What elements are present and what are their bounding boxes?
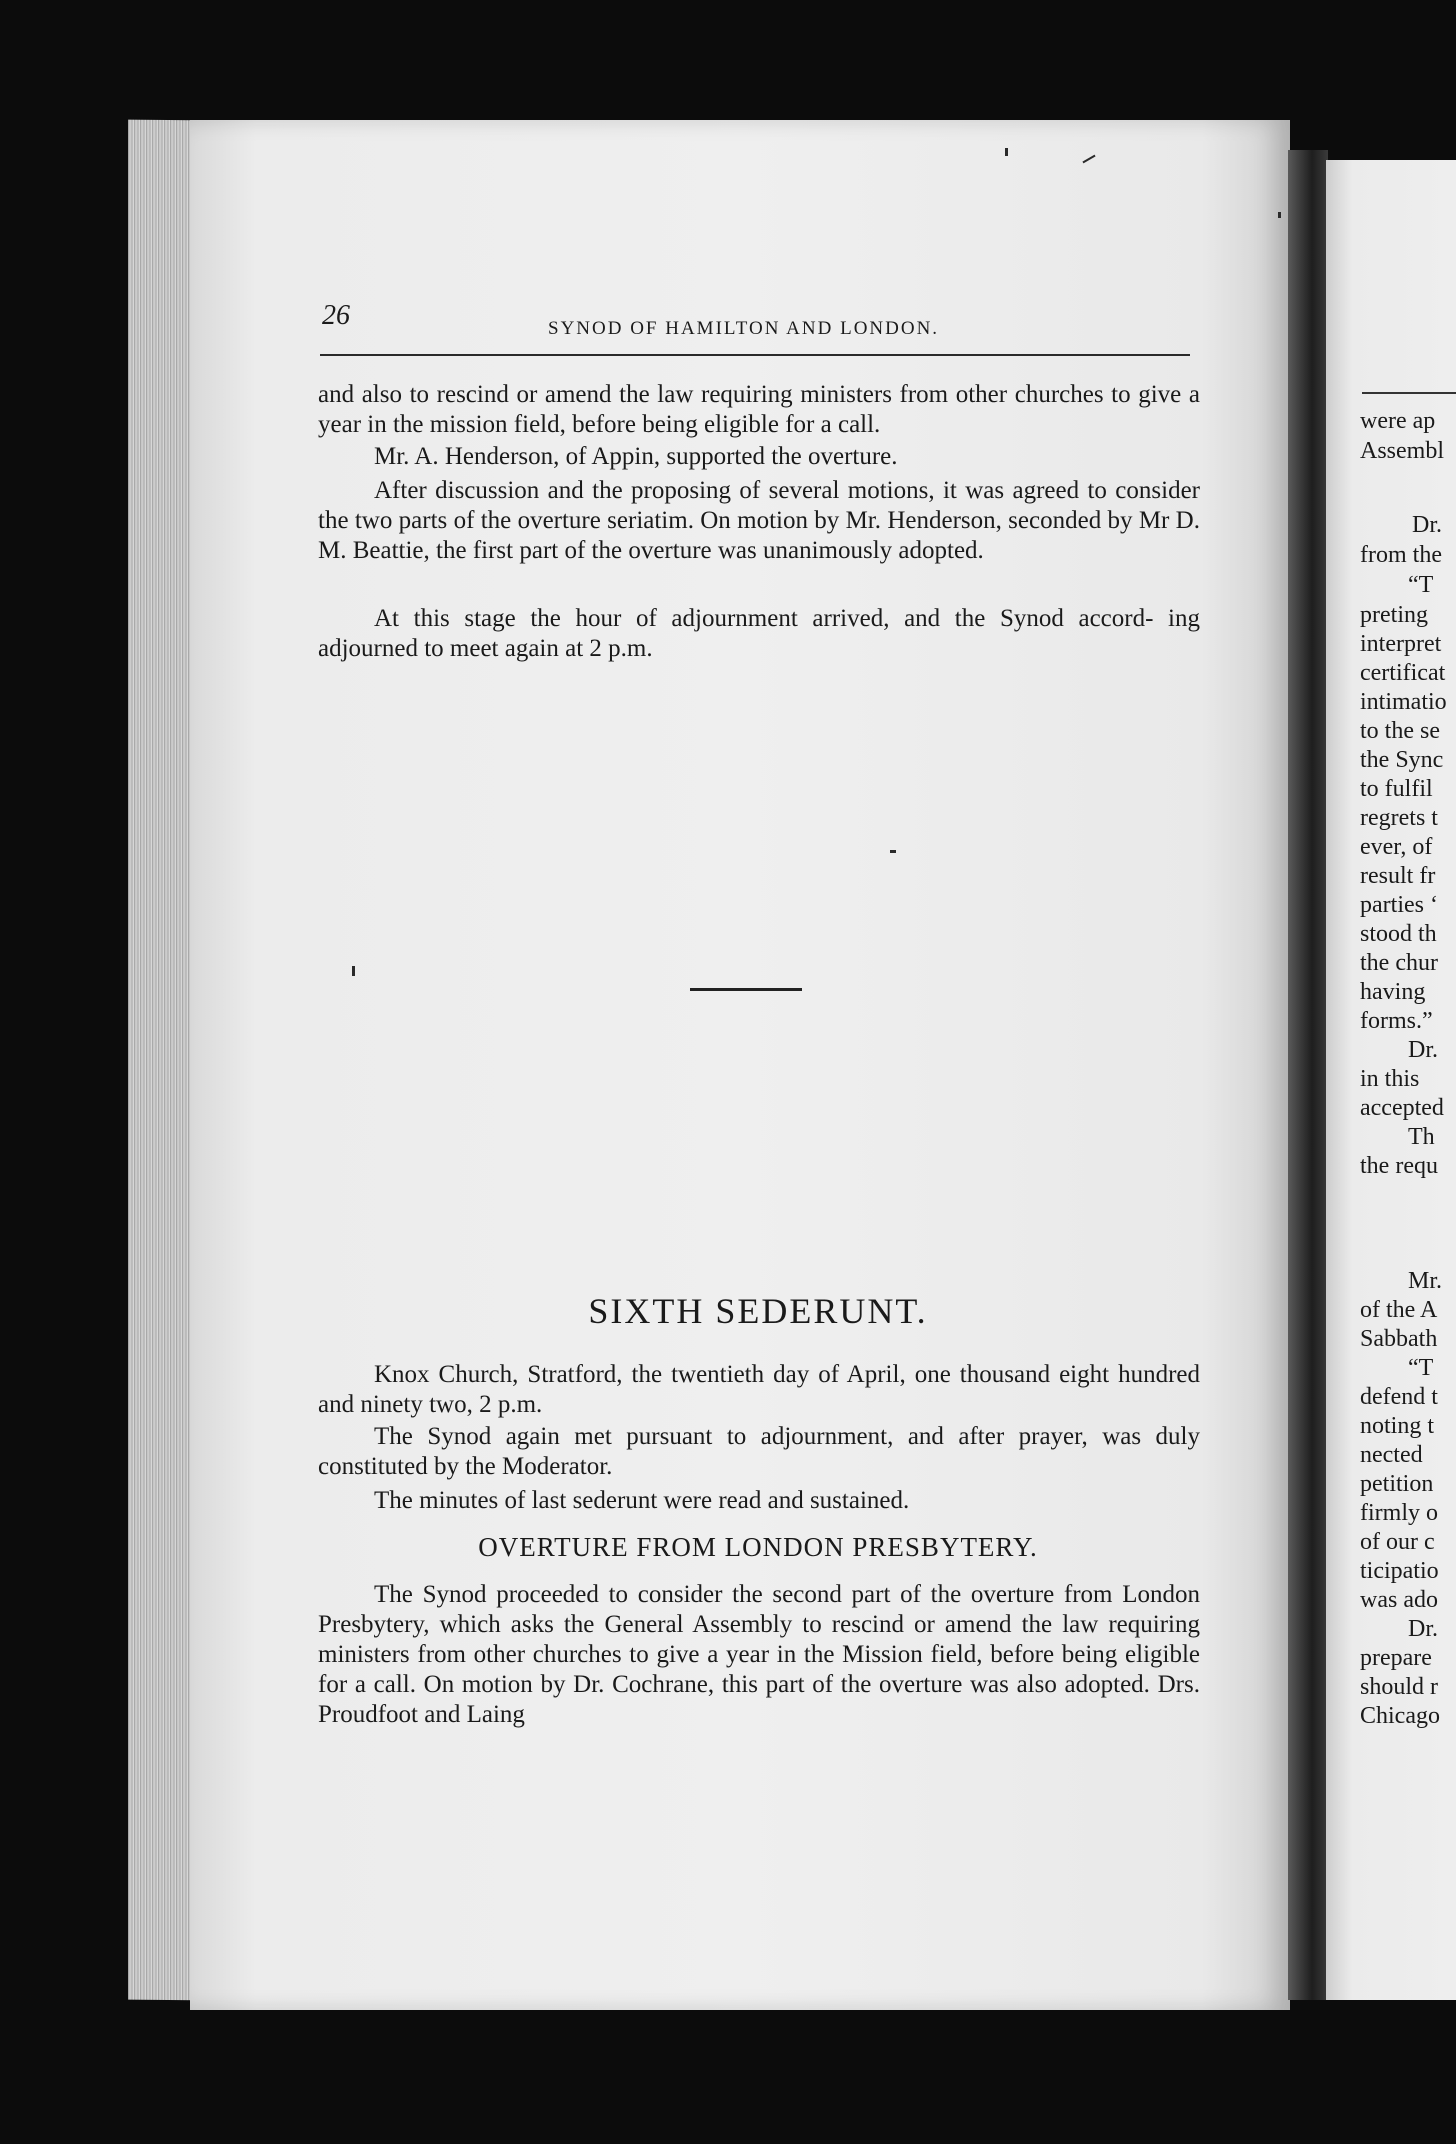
right-line: the Sync: [1360, 747, 1444, 773]
right-line: Assembl: [1360, 438, 1444, 464]
right-line: forms.”: [1360, 1008, 1433, 1034]
right-line: intimatio: [1360, 689, 1447, 715]
right-line: ever, of: [1360, 834, 1433, 860]
ink-speck: [1005, 148, 1008, 156]
paragraph: The minutes of last sederunt were read and sustained.: [374, 1487, 910, 1514]
right-page: [1326, 160, 1456, 2000]
running-head: [322, 300, 1188, 340]
right-line: Th: [1408, 1124, 1435, 1150]
right-line: accepted: [1360, 1095, 1444, 1121]
section-title: SIXTH SEDERUNT.: [588, 1291, 928, 1331]
right-line: the requ: [1360, 1153, 1438, 1179]
right-line: were ap: [1360, 408, 1436, 434]
right-line: defend t: [1360, 1384, 1438, 1410]
right-line: interpret: [1360, 631, 1442, 657]
right-line: the chur: [1360, 950, 1438, 976]
right-line: stood th: [1360, 921, 1437, 947]
right-line: preting: [1360, 602, 1428, 628]
right-line: from the: [1360, 542, 1442, 568]
ink-speck: [352, 966, 355, 976]
header-rule: [320, 354, 1190, 356]
right-line: to fulfil: [1360, 776, 1433, 802]
right-line: nected: [1360, 1442, 1423, 1468]
paragraph: Mr. A. Henderson, of Appin, supported the overture.: [374, 443, 898, 470]
section-divider: [690, 988, 802, 991]
paragraph: After discussion and the proposing of several motions, it was agreed to consider the two parts of the overture seriatim. On motion by Mr. Henderson, seconded by Mr D. M. Beattie, the first part of the overture was unanimously adopted.: [318, 477, 1200, 564]
right-line: Dr.: [1412, 512, 1442, 538]
right-line: to the se: [1360, 718, 1440, 744]
right-line: should r: [1360, 1674, 1438, 1700]
right-line: Chicago: [1360, 1703, 1440, 1729]
page-number: 26: [322, 300, 350, 331]
right-line: “T: [1408, 1355, 1434, 1381]
right-line: having: [1360, 979, 1426, 1005]
right-line: prepare: [1360, 1645, 1432, 1671]
paragraph: The Synod again met pursuant to adjournment, and after prayer, was duly constituted by the Moderator.: [318, 1423, 1200, 1480]
right-line: Dr.: [1408, 1037, 1438, 1063]
right-line: firmly o: [1360, 1500, 1438, 1526]
paragraph: Knox Church, Stratford, the twentieth day of April, one thousand eight hundred and ninety two, 2 p.m.: [318, 1361, 1200, 1418]
ink-speck: [890, 850, 896, 853]
right-line: parties ‘: [1360, 892, 1438, 918]
right-line: result fr: [1360, 863, 1436, 889]
paragraph: The Synod proceeded to consider the second part of the overture from London Presbytery, which asks the General Assembly to rescind or amend the law requiring ministers from other churches to give a year in the Mission field, before being eligible for a call. On motion by Dr. Cochrane, this part of the overture was also adopted. Drs. Proudfoot and Laing: [318, 1581, 1200, 1728]
book-gutter: [1288, 150, 1328, 2000]
right-line: ticipatio: [1360, 1558, 1439, 1584]
ink-speck: [1278, 212, 1281, 218]
right-line: Sabbath: [1360, 1326, 1438, 1352]
right-page-head-rule: [1362, 392, 1456, 394]
subheading: OVERTURE FROM LONDON PRESBYTERY.: [478, 1532, 1038, 1562]
paragraph: At this stage the hour of adjournment arrived, and the Synod accord- ing adjourned to meet again at 2 p.m.: [318, 605, 1200, 662]
right-line: in this: [1360, 1066, 1420, 1092]
right-line: certificat: [1360, 660, 1446, 686]
right-line: petition: [1360, 1471, 1434, 1497]
right-line: was ado: [1360, 1587, 1438, 1613]
right-line: “T: [1408, 572, 1434, 598]
running-title: SYNOD OF HAMILTON AND LONDON.: [548, 318, 940, 339]
right-line: noting t: [1360, 1413, 1435, 1439]
paragraph: and also to rescind or amend the law requiring ministers from other churches to give a year in the mission field, before being eligible for a call.: [318, 381, 1200, 438]
right-line: of the A: [1360, 1297, 1438, 1323]
right-line: Mr.: [1408, 1268, 1443, 1294]
right-line: Dr.: [1408, 1616, 1438, 1642]
right-line: of our c: [1360, 1529, 1435, 1555]
right-line: regrets t: [1360, 805, 1438, 831]
